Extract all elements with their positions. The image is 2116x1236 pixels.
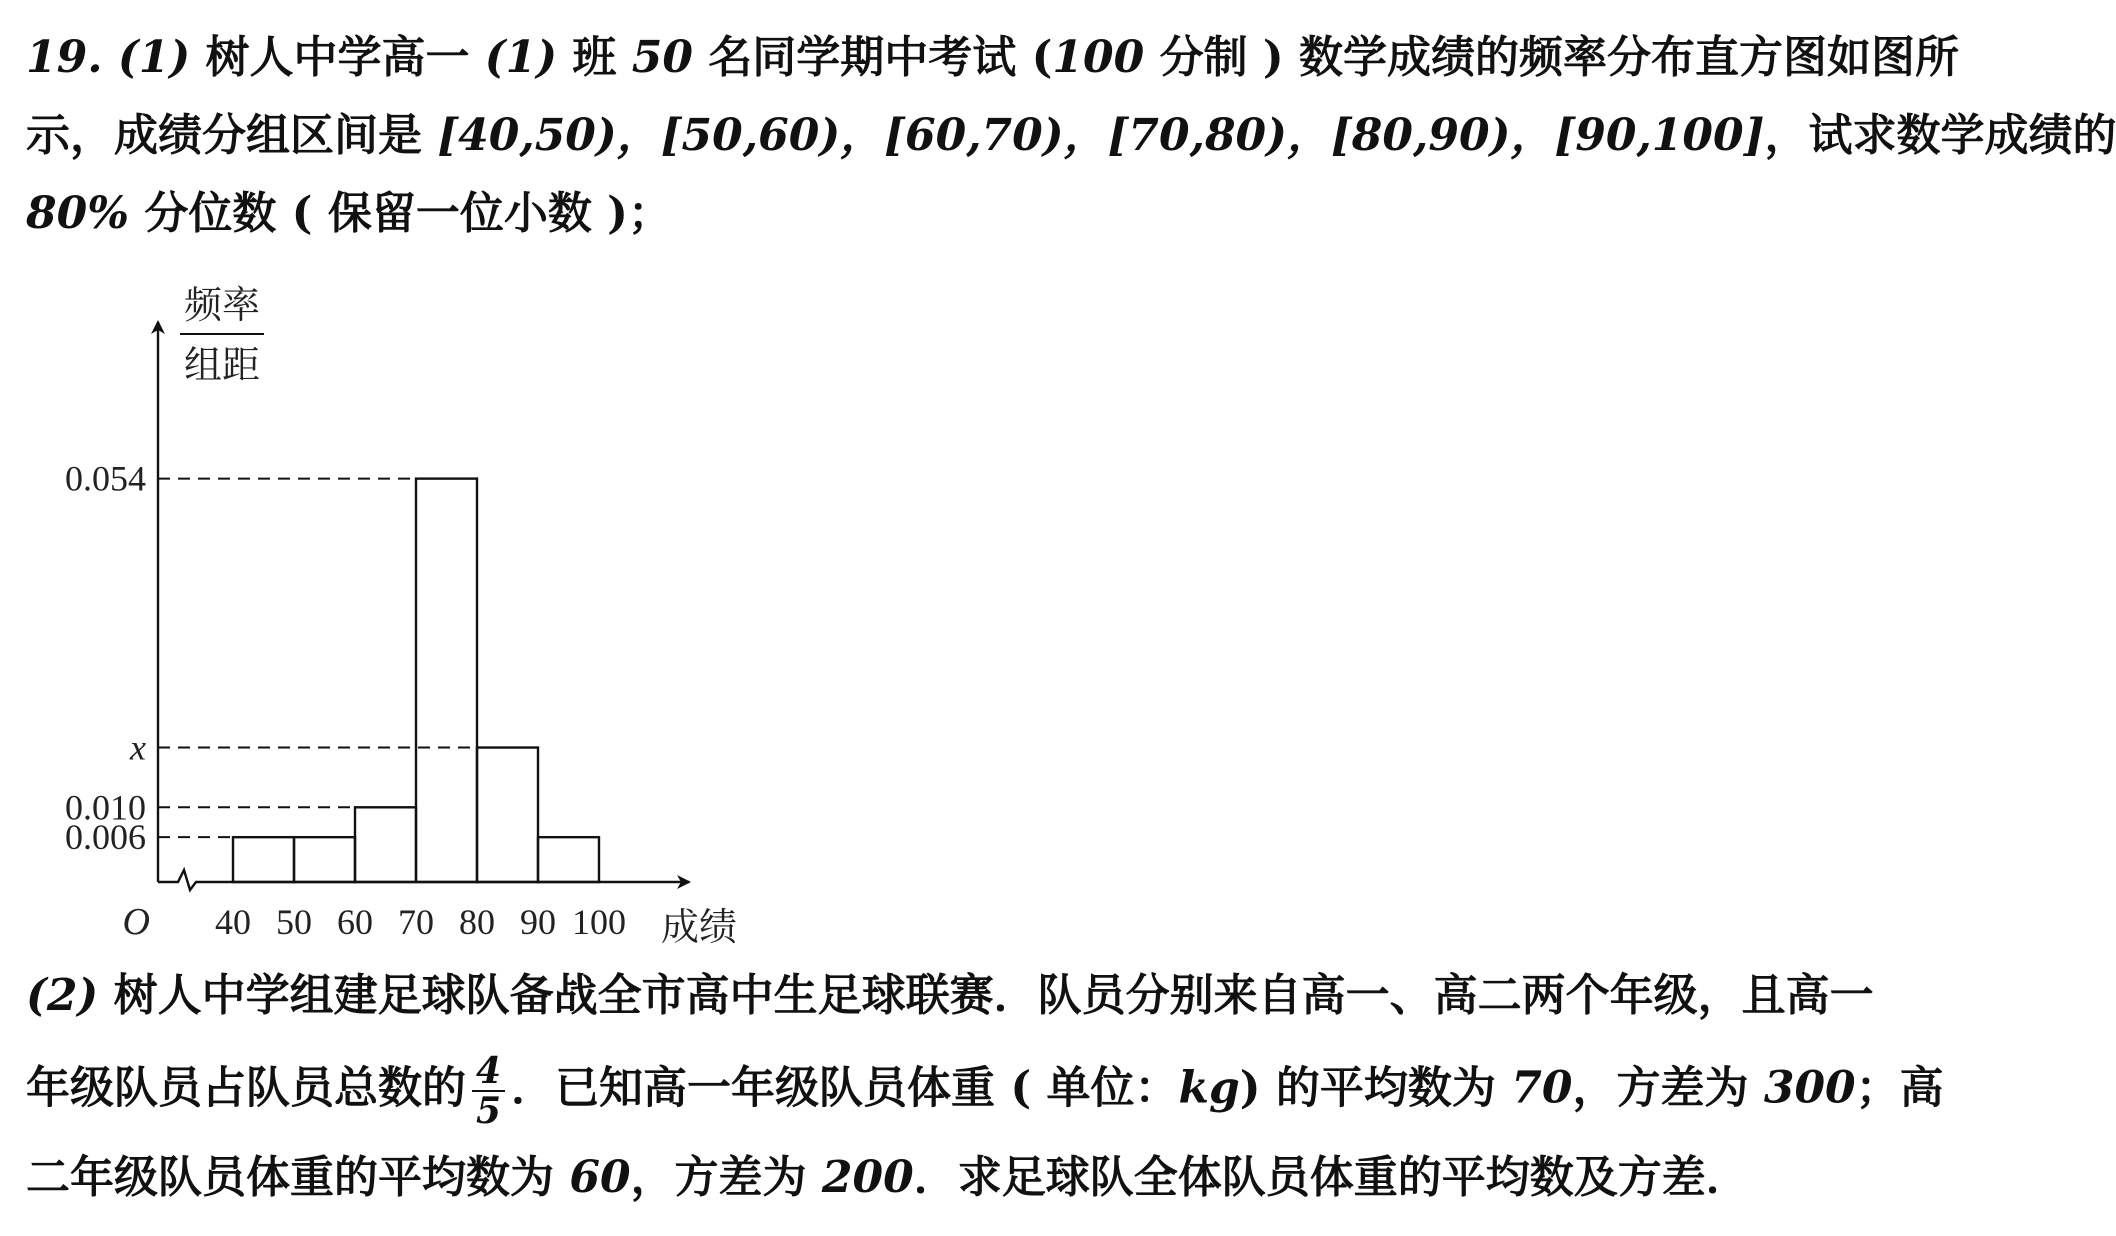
histogram-bar bbox=[477, 748, 538, 882]
fraction bbox=[472, 1052, 505, 1130]
percentile: 80% bbox=[26, 188, 130, 239]
text-seg: 班 bbox=[557, 32, 632, 83]
x-axis-label: 成绩 bbox=[660, 907, 738, 949]
x-tick-label: 80 bbox=[459, 902, 495, 942]
histogram-bar bbox=[538, 837, 599, 882]
text-seg: ) 的平均数为 bbox=[1239, 1062, 1512, 1114]
question-line-1 bbox=[26, 30, 1959, 86]
text-seg: ．已知高一年级队员体重 ( 单位： bbox=[511, 1062, 1179, 1114]
y-tick-label: 0.010 bbox=[65, 787, 146, 828]
text-seg: ；高 bbox=[1855, 1062, 1944, 1114]
origin-label: O bbox=[122, 901, 150, 943]
y-tick-label: x bbox=[130, 727, 146, 768]
histogram-bar bbox=[294, 837, 355, 882]
text-seg: 年级队员占队员总数的 bbox=[26, 1062, 466, 1114]
y-tick-label: 0.006 bbox=[65, 817, 146, 858]
x-tick-label: 40 bbox=[215, 902, 251, 942]
text-seg: 分制 ) 数学成绩的频率分布直方图如图所 bbox=[1144, 32, 1960, 83]
x-axis bbox=[158, 870, 689, 890]
mean-grade2: 60 bbox=[569, 1152, 631, 1203]
text-seg: 示，成绩分组区间是 bbox=[26, 110, 438, 161]
histogram-bar bbox=[355, 807, 416, 882]
question-line-3 bbox=[26, 186, 672, 242]
text-seg: 树人中学高一 bbox=[190, 32, 485, 83]
fraction-denominator: 5 bbox=[476, 1090, 502, 1132]
class-number: (1) bbox=[484, 32, 558, 83]
frequency-histogram bbox=[0, 270, 760, 950]
chart-plot-area bbox=[65, 285, 737, 949]
unit: kg bbox=[1178, 1062, 1240, 1114]
fraction-numerator: 4 bbox=[472, 1052, 505, 1092]
full-score: 100 bbox=[1052, 32, 1145, 83]
question-number: 19. bbox=[26, 32, 103, 83]
text-seg: ，试求数学成绩的 bbox=[1764, 110, 2116, 161]
part-label-2: (2) bbox=[26, 970, 99, 1021]
text-seg: 树人中学组建足球队备战全市高中生足球联赛．队员分别来自高一、高二两个年级，且高一 bbox=[98, 970, 1874, 1021]
text-seg: ，方差为 bbox=[1572, 1062, 1764, 1114]
x-tick-label: 100 bbox=[572, 902, 626, 942]
variance-grade2: 200 bbox=[821, 1152, 914, 1203]
question-line-6 bbox=[26, 1150, 1750, 1206]
question-line-4 bbox=[26, 968, 1874, 1024]
mean-grade1: 70 bbox=[1511, 1062, 1573, 1114]
text-seg: 二年级队员体重的平均数为 bbox=[26, 1152, 570, 1203]
interval-list: [40,50)，[50,60)，[60,70)，[70,80)，[80,90)，[90,100] bbox=[437, 110, 1765, 161]
y-tick-label: 0.054 bbox=[65, 458, 146, 499]
text-seg: ，方差为 bbox=[630, 1152, 822, 1203]
text-seg: ．求足球队全体队员体重的平均数及方差． bbox=[913, 1152, 1750, 1203]
histogram-bar bbox=[416, 479, 477, 882]
x-tick-label: 60 bbox=[337, 902, 373, 942]
histogram-bar bbox=[233, 837, 294, 882]
y-axis-label-bottom: 组距 bbox=[183, 345, 261, 387]
question-line-5 bbox=[26, 1052, 1944, 1130]
y-axis-label-top: 频率 bbox=[183, 285, 261, 327]
part-label-1: (1) bbox=[117, 32, 191, 83]
student-count: 50 bbox=[631, 32, 693, 83]
x-tick-label: 90 bbox=[520, 902, 556, 942]
x-tick-label: 50 bbox=[276, 902, 312, 942]
variance-grade1: 300 bbox=[1763, 1062, 1856, 1114]
x-tick-label: 70 bbox=[398, 902, 434, 942]
question-line-2 bbox=[26, 108, 2116, 164]
text-seg: 分位数 ( 保留一位小数 )； bbox=[129, 188, 672, 239]
text-seg: 名同学期中考试 ( bbox=[692, 32, 1053, 83]
